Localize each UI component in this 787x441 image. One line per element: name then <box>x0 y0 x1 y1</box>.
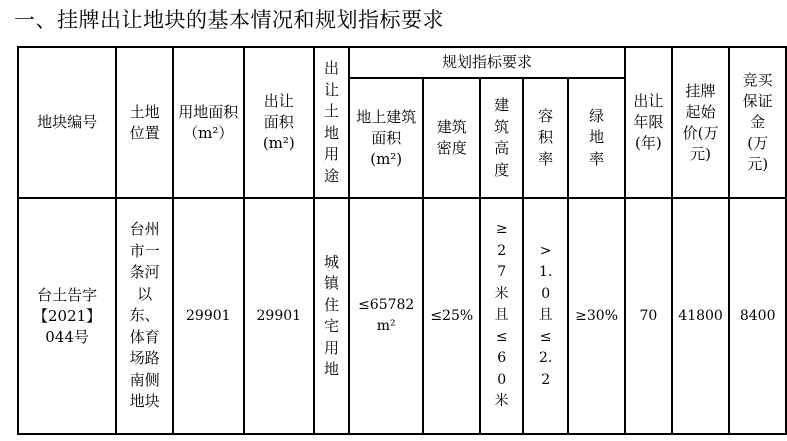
header-transfer-area: 出让面积(m²) <box>244 47 315 198</box>
land-parcel-table <box>17 46 787 435</box>
cell-land-use: 城镇住宅用地 <box>314 198 349 434</box>
cell-start-price: 41800 <box>672 198 730 434</box>
cell-density: ≤25% <box>423 198 480 434</box>
section-title: 一、挂牌出让地块的基本情况和规划指标要求 <box>14 8 444 32</box>
cell-green-ratio: ≥30% <box>568 198 625 434</box>
header-term: 出让年限(年) <box>625 47 672 198</box>
cell-location: 台州市一条河以东、体育场路南侧地块 <box>116 198 173 434</box>
table-row <box>18 198 786 434</box>
header-land-use: 出让土地用途 <box>314 47 349 198</box>
cell-height: ≥27米且≤60米 <box>480 198 523 434</box>
header-density: 建筑密度 <box>423 78 480 198</box>
header-planning-requirements: 规划指标要求 <box>349 47 625 78</box>
cell-parcel-no: 台土告字【2021】044号 <box>18 198 116 434</box>
header-parcel-no: 地块编号 <box>18 47 116 198</box>
header-floor-area: 地上建筑面积(m²) <box>349 78 423 198</box>
cell-plot-ratio: >1.0且≤2.2 <box>523 198 568 434</box>
header-green-ratio: 绿地率 <box>568 78 625 198</box>
cell-land-area: 29901 <box>173 198 244 434</box>
cell-floor-area: ≤65782 m² <box>349 198 423 434</box>
header-height: 建筑高度 <box>480 78 523 198</box>
header-start-price: 挂牌起始价(万元) <box>672 47 730 198</box>
cell-term: 70 <box>625 198 672 434</box>
header-deposit: 竞买保证金(万元) <box>729 47 786 198</box>
cell-deposit: 8400 <box>729 198 786 434</box>
cell-transfer-area: 29901 <box>244 198 315 434</box>
header-location: 土地位置 <box>116 47 173 198</box>
header-plot-ratio: 容积率 <box>523 78 568 198</box>
header-land-area: 用地面积（m²） <box>173 47 244 198</box>
